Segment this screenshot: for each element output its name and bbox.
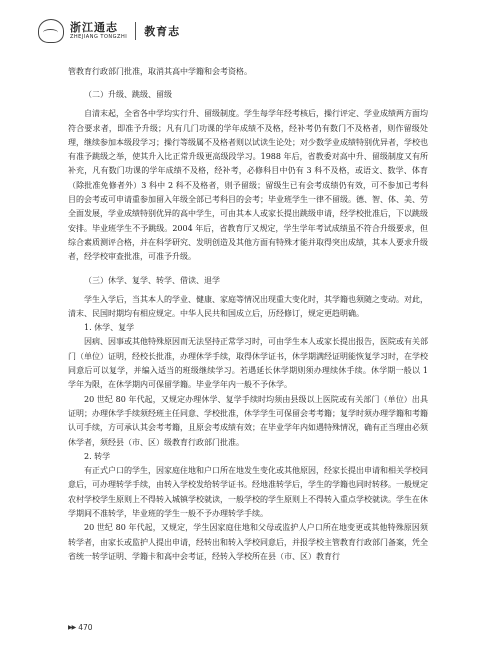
page-body [68,65,428,564]
page-footer [68,623,93,632]
paragraph: 有正式户口的学生，因家庭住地和户口所在地发生变化或其他原因，经家长提出申请和相关学校同意后，可办理转学手续，由转入学校发给转学证书。经地准转学后，学生的学籍也同时转移。一般规定农村学校学生原则上不得转入城镇学校就读，一般学校的学生原则上不得转入重点学校就读。学生在休学期间不准转学，毕业班的学生一般不予办理转学手续。 [68,466,428,519]
page-header [38,14,458,48]
paragraph: 因病、因事或其他特殊原因而无法坚持正常学习时，可由学生本人或家长提出报告，医院或有关部门（单位）证明，经校长批准，办理休学手续，取得休学证书，休学期满经证明能恢复学习时，在学校同意后可以复学，并编入适当的班级继续学习。若遇延长休学期则须办理续休手续。休学期一般以 1 学年为限，在休学期内可保留学籍。毕业学年内一般不予休学。 [68,337,428,390]
logo-title: 浙江通志 [70,21,118,34]
section-heading-suspend: （三）休学、复学、转学、借读、退学 [84,275,220,285]
paragraph: 20 世纪 80 年代起，又规定办理休学、复学手续时均须由县级以上医院或有关部门（单位）出具证明；办理休学手续须经班主任同意、学校批准，休学学生可保留会考考籍；复学时须办理学籍和考籍认可手续，方可承认其会考考籍，且原会考成绩有效；在毕业学年内如遇特殊情况，确有正当理由必须休学者，须经县（市、区）级教育行政部门批准。 [68,394,428,447]
logo-emblem-icon [38,19,64,43]
section-title: 教育志 [144,25,181,38]
subheading-transfer: 2. 转学 [84,451,111,461]
section-heading-upgrade: （二）升级、跳级、留级 [84,90,172,100]
paragraph: 管教育行政部门批准，取消其高中学籍和会考资格。 [68,67,252,76]
subheading-rest: 1. 休学、复学 [84,323,135,333]
header-divider [135,22,136,40]
paragraph: 学生入学后，当其本人的学业、健康、家庭等情况出现重大变化时，其学籍也须随之变动。对此，清末、民国时期均有相应规定。中华人民共和国成立后，历经修订，规定更趋明确。 [68,294,428,318]
page-marker-icon: ▶▶ [68,624,76,631]
page-number: 470 [78,623,93,632]
logo-subtitle: ZHEJIANG TONGZHI [70,34,128,40]
paragraph: 20 世纪 80 年代起，又规定，学生因家庭住地和父母或监护人户口所在地变更或其他特殊原因须转学者，由家长或监护人提出申请，经转出和转入学校同意后，并报学校主管教育行政部门备案，凭全省统一转学证明、学籍卡和高中会考证，经转入学校所在县（市、区）教育行 [68,523,428,561]
paragraph: 自清末起，全省各中学均实行升、留级制度。学生每学年经考核后，操行评定、学业成绩两方面均符合要求者，即准予升级；凡有几门功课的学年成绩不及格，经补考仍有数门不及格者，则作留级处理，继续参加本级段学习；操行等级属不及格者则以试读生论处；对少数学业成绩特别优异者，学校也有准予跳级之举，使其升入比正常升级更高级段学习。1988 年后，省教委对高中升、留级制度又有所补充，凡有数门功课的学年成绩不及格，经补考，必修科目中仍有 3 科不及格，或语文、数学、体育（除批准免修者外）3 科中 2 科不及格者，则予留级；留级生已有会考成绩仍有效，可不参加已考科目的会考或可申请重参加留入年级全部已考科目的会考；毕业班学生一律不留级。德、智、体、美、劳全面发展，学业成绩特别优异的高中学生，可由其本人或家长提出跳级申请，经学校批准后，下以跳级安排。毕业班学生不予跳级。2004 年后，省教育厅又规定，学生学年考试成绩虽不符合升级要求，但综合素质测评合格，并在科学研究、发明创造及其他方面有特殊才能并取得突出成绩，其本人要求升级者，经学校审查批准，可准予升级。 [68,109,428,262]
logo [38,19,127,43]
logo-text [70,22,127,40]
